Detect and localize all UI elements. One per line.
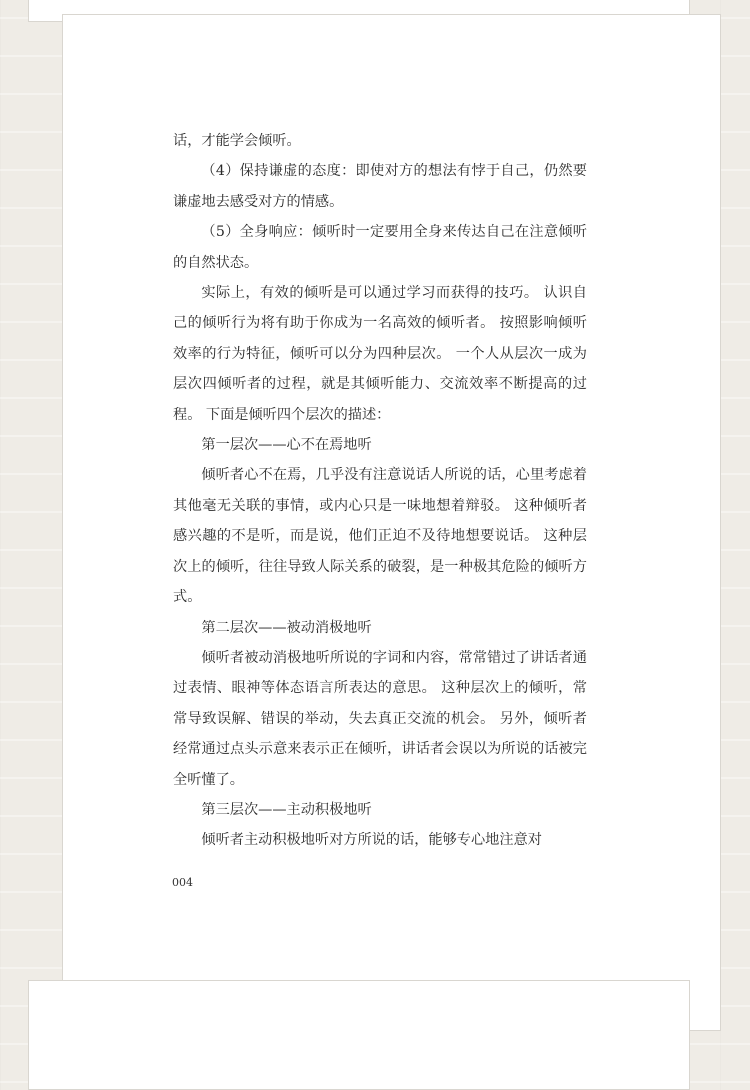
paragraph-intro-levels: 实际上，有效的倾听是可以通过学习而获得的技巧。 认识自己的倾听行为将有助于你成为一名高效的倾听者。 按照影响倾听效率的行为特征，倾听可以分为四种层次。 一个人从层次一成为层次四倾听者的过程，就是其倾听能力、交流效率不断提高的过程。 下面是倾听四个层次的描述： <box>173 285 587 423</box>
heading-level-2: 第二层次——被动消极地听 <box>201 619 372 636</box>
page-number: 004 <box>172 876 193 889</box>
paragraph-continuation: 话，才能学会倾听。 <box>173 133 301 149</box>
heading-level-1: 第一层次——心不在焉地听 <box>201 437 372 454</box>
paragraph-point-5: （5）全身响应：倾听时一定要用全身来传达自己在注意倾听的自然状态。 <box>173 224 587 271</box>
paragraph-level-2: 倾听者被动消极地听所说的字词和内容，常常错过了讲话者通过表情、眼神等体态语言所表达的意思。 这种层次上的倾听，常常导致误解、错误的举动，失去真正交流的机会。 另外，倾听者经常通过点头示意来表示正在倾听，讲话者会误以为所说的话被完全听懂了。 <box>173 649 587 788</box>
next-page-bottom <box>28 980 690 1090</box>
heading-level-3: 第三层次——主动积极地听 <box>201 801 372 818</box>
paragraph-point-4: （4）保持谦虚的态度：即使对方的想法有悖于自己，仍然要谦虚地去感受对方的情感。 <box>173 163 587 210</box>
page-body-text <box>173 126 587 856</box>
paragraph-level-1: 倾听者心不在焉，几乎没有注意说话人所说的话，心里考虑着其他毫无关联的事情，或内心只是一味地想着辩驳。 这种倾听者感兴趣的不是听，而是说，他们正迫不及待地想要说话。 这种层次上的倾听，往往导致人际关系的破裂，是一种极其危险的倾听方式。 <box>173 467 587 606</box>
paragraph-level-3: 倾听者主动积极地听对方所说的话，能够专心地注意对 <box>201 832 542 849</box>
